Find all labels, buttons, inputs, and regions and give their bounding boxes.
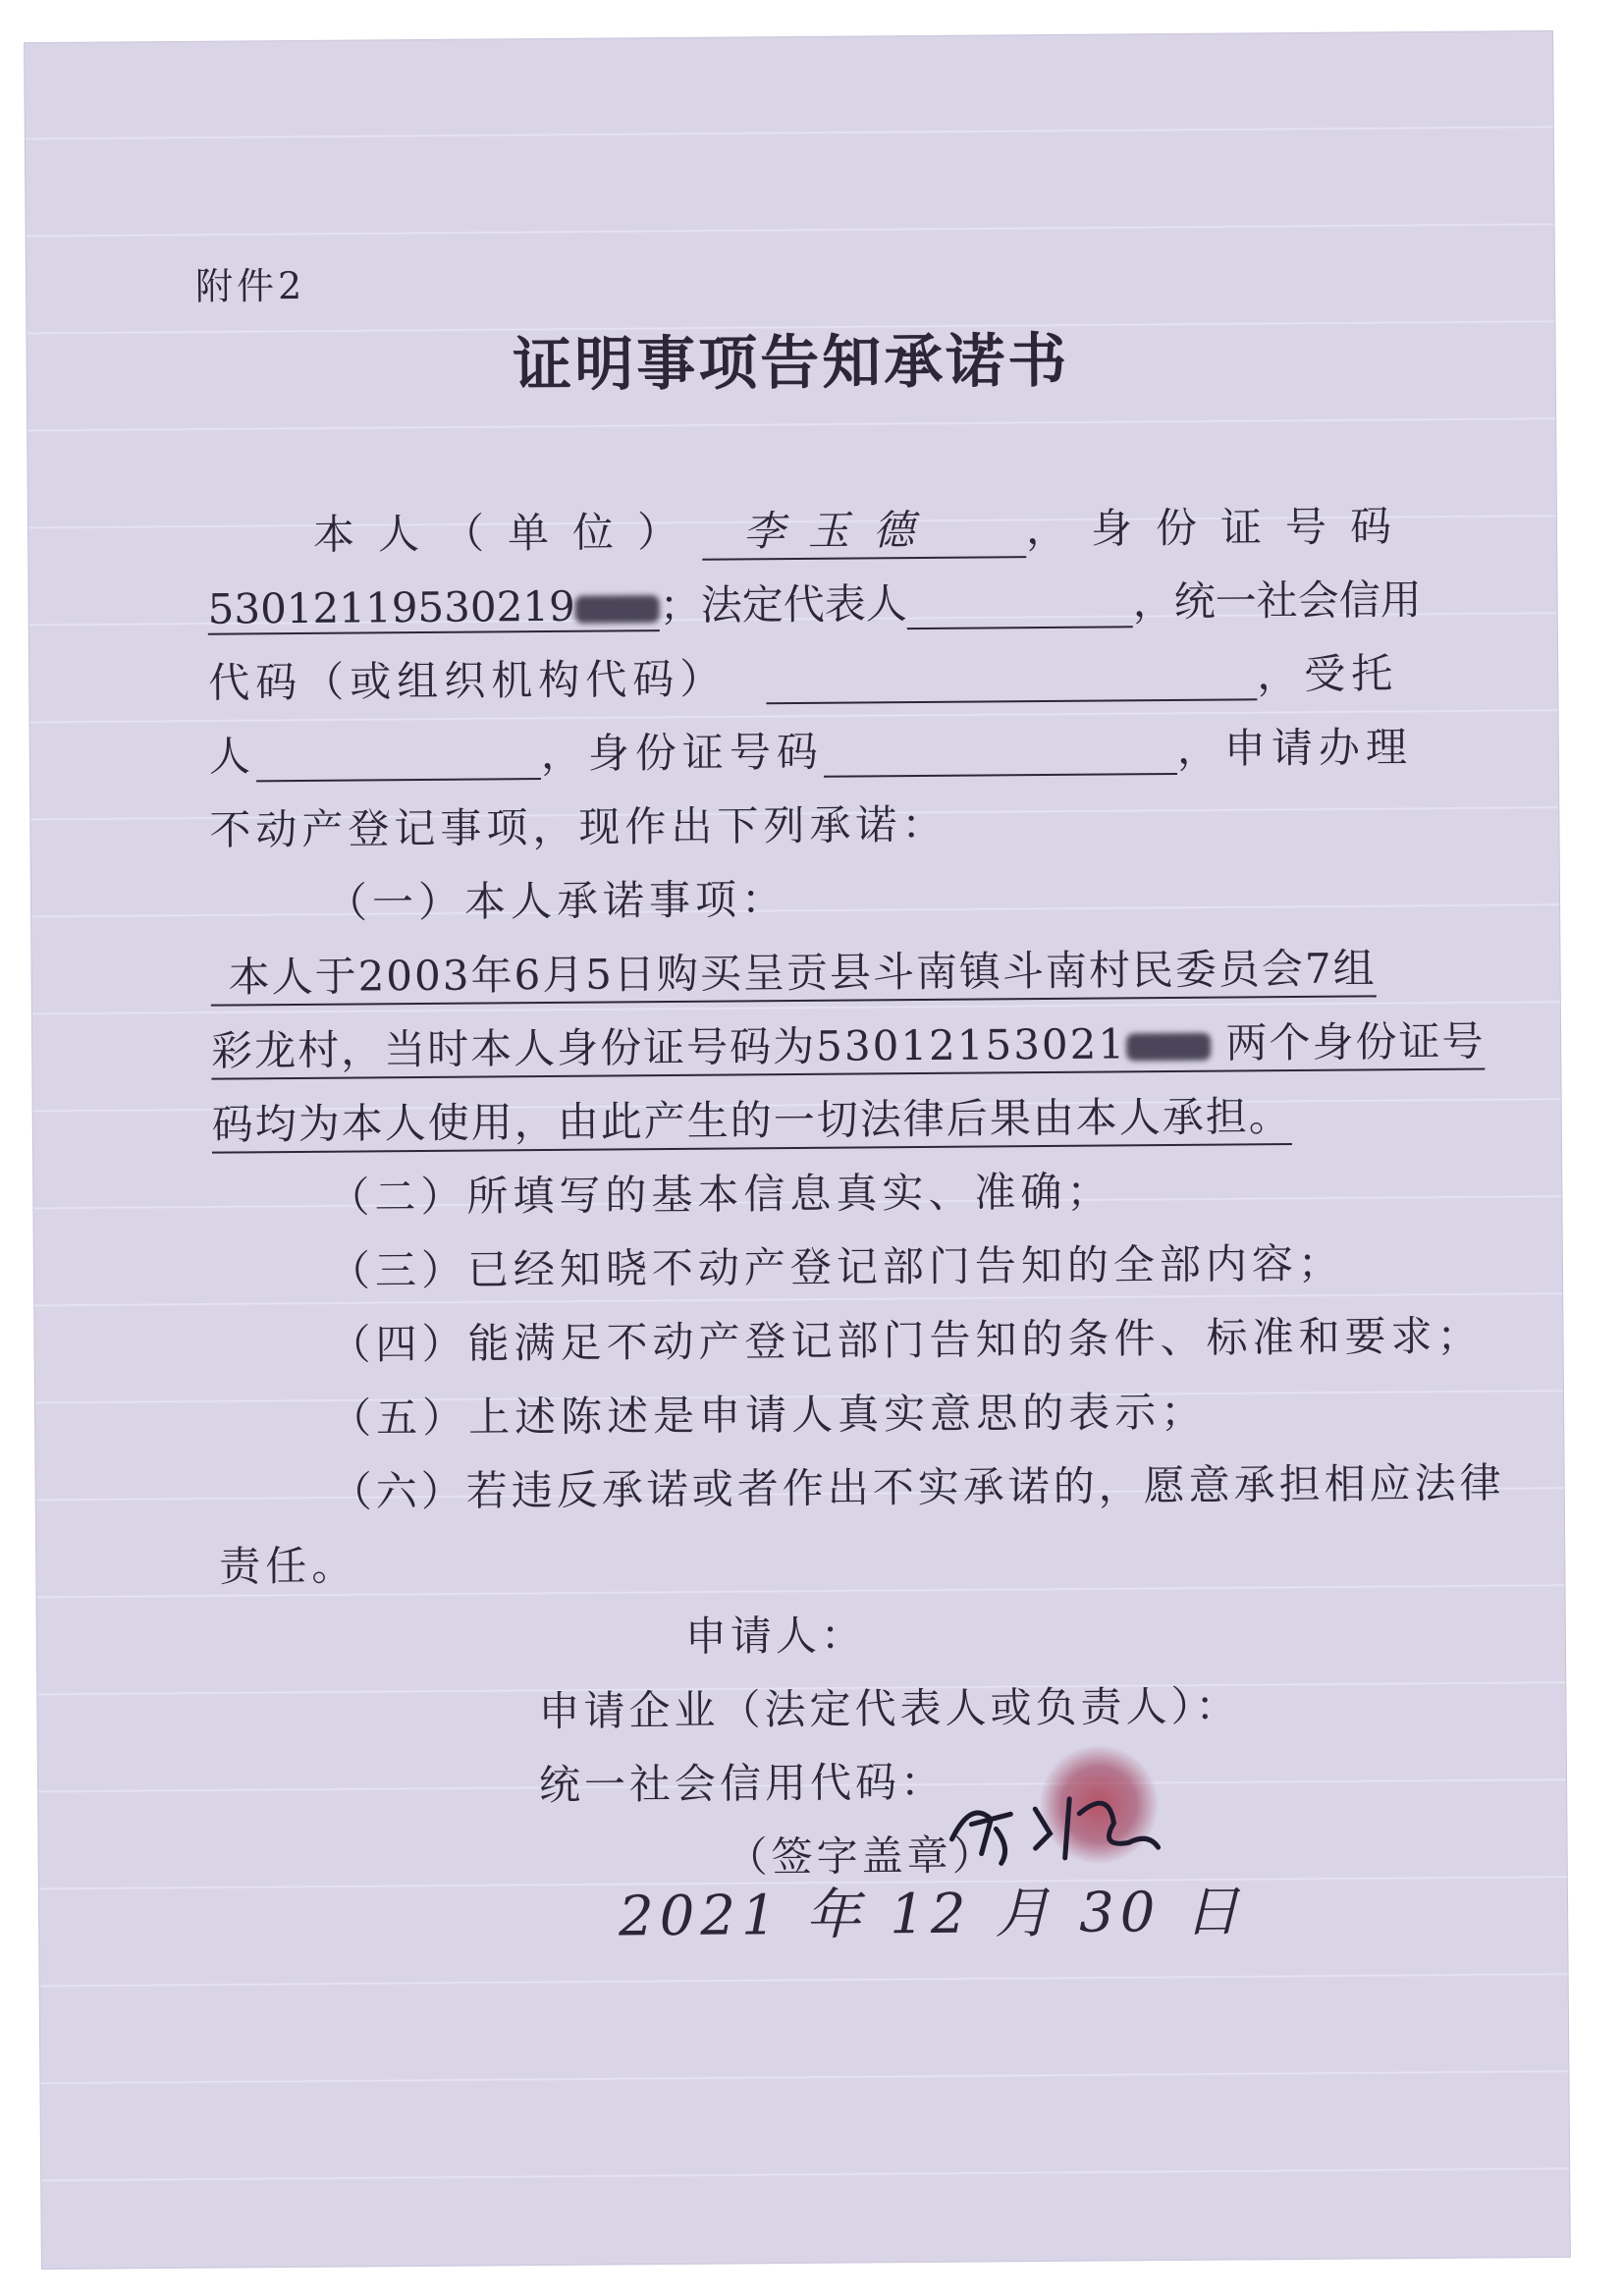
intro-line-5: 不动产登记事项，现作出下列承诺： <box>209 799 948 854</box>
intro-text: ，申请办理 <box>1176 723 1414 773</box>
redaction-mark <box>575 595 660 624</box>
applicant-enterprise-label: 申请企业（法定代表人或负责人）： <box>538 1681 1241 1736</box>
id-number-field: 53012119530219 <box>207 581 659 635</box>
intro-text: ，受托 <box>1257 649 1399 699</box>
handwritten-signature <box>942 1778 1168 1869</box>
intro-text: 人 <box>208 732 257 781</box>
item-1-line-1: 本人于2003年6月5日购买呈贡县斗南镇斗南村民委员会7组 <box>210 936 1377 1006</box>
item-1-heading: （一）本人承诺事项： <box>325 875 788 927</box>
intro-line-3 <box>208 641 1398 710</box>
intro-text: ，身份证号码 <box>540 727 825 779</box>
credit-code-label: 统一社会信用代码： <box>538 1757 947 1810</box>
item-1-line-2: 彩龙村，当时本人身份证号码为53012153021 两个身份证号 <box>211 1009 1486 1079</box>
item-1-line-3: 码均为本人使用，由此产生的一切法律后果由本人承担。 <box>212 1084 1292 1154</box>
item-6-line-2: 责任。 <box>219 1541 358 1591</box>
trustee-id-field <box>824 725 1177 778</box>
document-sheet <box>25 31 1570 2269</box>
applicant-label: 申请人： <box>684 1611 867 1661</box>
intro-text: 代码（或组织机构代码） <box>208 654 728 707</box>
intro-text: 本人（单位） <box>312 507 703 559</box>
item-2: （二）所填写的基本信息真实、准确； <box>328 1167 1113 1222</box>
intro-text: ，身份证号码 <box>1025 502 1416 554</box>
redaction-mark <box>1126 1033 1211 1062</box>
intro-text: ，统一社会信用 <box>1132 574 1422 627</box>
attachment-label: 附件2 <box>194 263 306 308</box>
intro-line-2 <box>207 568 1422 636</box>
applicant-name-field: 李玉德 <box>742 505 939 556</box>
intro-line-4 <box>209 715 1413 784</box>
trustee-field <box>256 730 541 782</box>
item-5: （五）上述陈述是申请人真实意思的表示； <box>329 1387 1208 1443</box>
item-3: （三）已经知晓不动产登记部门告知的全部内容； <box>328 1238 1345 1295</box>
sign-seal-label: （签字盖章） <box>726 1831 998 1882</box>
intro-line-1 <box>313 494 1415 564</box>
item-6-line-1: （六）若违反承诺或者作出不实承诺的，愿意承担相应法律 <box>330 1458 1505 1516</box>
legal-representative-field <box>907 577 1133 629</box>
document-title: 证明事项告知承诺书 <box>512 326 1070 401</box>
credit-code-field <box>766 650 1257 704</box>
intro-text: ；法定代表人 <box>659 579 907 630</box>
item-4: （四）能满足不动产登记部门告知的条件、标准和要求； <box>329 1311 1484 1369</box>
handwritten-date: 2021 年 12 月 30 日 <box>618 1880 1246 1949</box>
